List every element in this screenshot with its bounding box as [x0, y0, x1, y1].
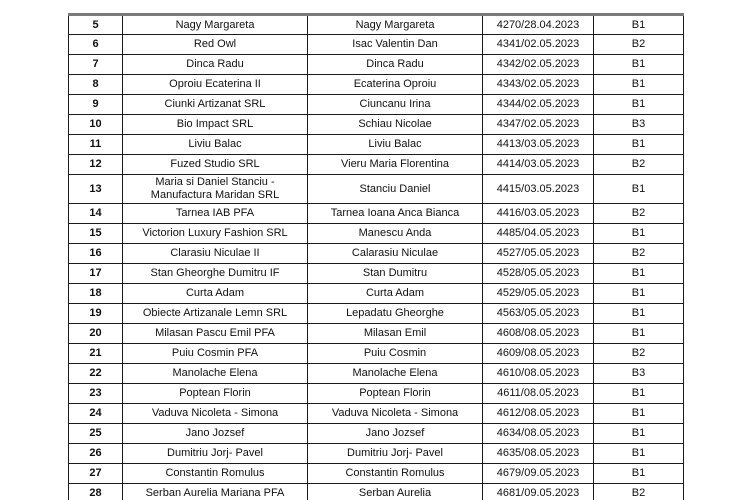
- row-number-cell: 22: [69, 364, 123, 384]
- row-number-cell: 13: [69, 175, 123, 204]
- representative-name-cell: Serban Aurelia: [308, 484, 483, 500]
- table-row: [69, 264, 684, 284]
- applicant-name-cell: Obiecte Artizanale Lemn SRL: [123, 304, 308, 324]
- registration-number-date-cell: 4610/08.05.2023: [483, 364, 594, 384]
- registration-number-date-cell: 4341/02.05.2023: [483, 35, 594, 55]
- registry-table: [68, 13, 684, 500]
- category-code-cell: B2: [594, 484, 684, 500]
- row-number-cell: 12: [69, 155, 123, 175]
- representative-name-cell: Vieru Maria Florentina: [308, 155, 483, 175]
- applicant-name-cell: Bio Impact SRL: [123, 115, 308, 135]
- table-row: [69, 364, 684, 384]
- category-code-cell: B3: [594, 115, 684, 135]
- applicant-name-cell: Tarnea IAB PFA: [123, 204, 308, 224]
- category-code-cell: B2: [594, 35, 684, 55]
- category-code-cell: B1: [594, 15, 684, 35]
- representative-name-cell: Dumitriu Jorj- Pavel: [308, 444, 483, 464]
- table-row: [69, 75, 684, 95]
- row-number-cell: 23: [69, 384, 123, 404]
- applicant-name-cell: Puiu Cosmin PFA: [123, 344, 308, 364]
- representative-name-cell: Manescu Anda: [308, 224, 483, 244]
- representative-name-cell: Calarasiu Niculae: [308, 244, 483, 264]
- applicant-name-cell: Ciunki Artizanat SRL: [123, 95, 308, 115]
- registration-number-date-cell: 4415/03.05.2023: [483, 175, 594, 204]
- registration-number-date-cell: 4611/08.05.2023: [483, 384, 594, 404]
- row-number-cell: 16: [69, 244, 123, 264]
- applicant-name-cell: Fuzed Studio SRL: [123, 155, 308, 175]
- row-number-cell: 11: [69, 135, 123, 155]
- registration-number-date-cell: 4416/03.05.2023: [483, 204, 594, 224]
- registration-number-date-cell: 4529/05.05.2023: [483, 284, 594, 304]
- representative-name-cell: Ecaterina Oproiu: [308, 75, 483, 95]
- applicant-name-cell: Red Owl: [123, 35, 308, 55]
- category-code-cell: B1: [594, 384, 684, 404]
- representative-name-cell: Dinca Radu: [308, 55, 483, 75]
- table-body: [69, 15, 684, 500]
- category-code-cell: B1: [594, 404, 684, 424]
- table-row: [69, 484, 684, 500]
- registration-number-date-cell: 4343/02.05.2023: [483, 75, 594, 95]
- representative-name-cell: Lepadatu Gheorghe: [308, 304, 483, 324]
- category-code-cell: B1: [594, 464, 684, 484]
- registration-number-date-cell: 4413/03.05.2023: [483, 135, 594, 155]
- row-number-cell: 17: [69, 264, 123, 284]
- row-number-cell: 10: [69, 115, 123, 135]
- category-code-cell: B3: [594, 364, 684, 384]
- applicant-name-cell: Clarasiu Niculae II: [123, 244, 308, 264]
- registration-number-date-cell: 4527/05.05.2023: [483, 244, 594, 264]
- table-row: [69, 424, 684, 444]
- row-number-cell: 26: [69, 444, 123, 464]
- table-row: [69, 384, 684, 404]
- row-number-cell: 20: [69, 324, 123, 344]
- representative-name-cell: Schiau Nicolae: [308, 115, 483, 135]
- registration-number-date-cell: 4342/02.05.2023: [483, 55, 594, 75]
- category-code-cell: B1: [594, 95, 684, 115]
- registration-number-date-cell: 4563/05.05.2023: [483, 304, 594, 324]
- row-number-cell: 5: [69, 15, 123, 35]
- applicant-name-cell: Constantin Romulus: [123, 464, 308, 484]
- applicant-name-cell: Poptean Florin: [123, 384, 308, 404]
- representative-name-cell: Milasan Emil: [308, 324, 483, 344]
- table-row: [69, 95, 684, 115]
- applicant-name-cell: Jano Jozsef: [123, 424, 308, 444]
- representative-name-cell: Nagy Margareta: [308, 15, 483, 35]
- category-code-cell: B2: [594, 204, 684, 224]
- row-number-cell: 21: [69, 344, 123, 364]
- category-code-cell: B1: [594, 75, 684, 95]
- category-code-cell: B1: [594, 304, 684, 324]
- row-number-cell: 19: [69, 304, 123, 324]
- applicant-name-cell: Milasan Pascu Emil PFA: [123, 324, 308, 344]
- category-code-cell: B1: [594, 444, 684, 464]
- registration-number-date-cell: 4344/02.05.2023: [483, 95, 594, 115]
- registration-number-date-cell: 4612/08.05.2023: [483, 404, 594, 424]
- row-number-cell: 18: [69, 284, 123, 304]
- category-code-cell: B1: [594, 264, 684, 284]
- applicant-name-cell: Liviu Balac: [123, 135, 308, 155]
- applicant-name-cell: Victorion Luxury Fashion SRL: [123, 224, 308, 244]
- table-row: [69, 464, 684, 484]
- row-number-cell: 28: [69, 484, 123, 500]
- registration-number-date-cell: 4635/08.05.2023: [483, 444, 594, 464]
- category-code-cell: B1: [594, 224, 684, 244]
- representative-name-cell: Tarnea Ioana Anca Bianca: [308, 204, 483, 224]
- category-code-cell: B1: [594, 55, 684, 75]
- registration-number-date-cell: 4679/09.05.2023: [483, 464, 594, 484]
- table-row: [69, 115, 684, 135]
- row-number-cell: 25: [69, 424, 123, 444]
- representative-name-cell: Manolache Elena: [308, 364, 483, 384]
- table-row: [69, 175, 684, 204]
- table-row: [69, 284, 684, 304]
- row-number-cell: 24: [69, 404, 123, 424]
- representative-name-cell: Poptean Florin: [308, 384, 483, 404]
- registration-number-date-cell: 4270/28.04.2023: [483, 15, 594, 35]
- representative-name-cell: Vaduva Nicoleta - Simona: [308, 404, 483, 424]
- registration-number-date-cell: 4608/08.05.2023: [483, 324, 594, 344]
- table-row: [69, 155, 684, 175]
- row-number-cell: 15: [69, 224, 123, 244]
- table-row: [69, 135, 684, 155]
- table-row: [69, 324, 684, 344]
- table-row: [69, 344, 684, 364]
- applicant-name-cell: Curta Adam: [123, 284, 308, 304]
- applicant-name-cell: Stan Gheorghe Dumitru IF: [123, 264, 308, 284]
- row-number-cell: 14: [69, 204, 123, 224]
- representative-name-cell: Curta Adam: [308, 284, 483, 304]
- table-row: [69, 304, 684, 324]
- representative-name-cell: Constantin Romulus: [308, 464, 483, 484]
- category-code-cell: B1: [594, 324, 684, 344]
- table-row: [69, 444, 684, 464]
- applicant-name-cell: Dinca Radu: [123, 55, 308, 75]
- registration-number-date-cell: 4609/08.05.2023: [483, 344, 594, 364]
- applicant-name-cell: Vaduva Nicoleta - Simona: [123, 404, 308, 424]
- registration-number-date-cell: 4414/03.05.2023: [483, 155, 594, 175]
- registration-number-date-cell: 4347/02.05.2023: [483, 115, 594, 135]
- representative-name-cell: Puiu Cosmin: [308, 344, 483, 364]
- table-row: [69, 224, 684, 244]
- representative-name-cell: Isac Valentin Dan: [308, 35, 483, 55]
- category-code-cell: B1: [594, 284, 684, 304]
- applicant-name-cell: Nagy Margareta: [123, 15, 308, 35]
- registration-number-date-cell: 4528/05.05.2023: [483, 264, 594, 284]
- registration-number-date-cell: 4485/04.05.2023: [483, 224, 594, 244]
- applicant-name-cell: Oproiu Ecaterina II: [123, 75, 308, 95]
- category-code-cell: B2: [594, 344, 684, 364]
- category-code-cell: B1: [594, 175, 684, 204]
- table-row: [69, 244, 684, 264]
- table-row: [69, 404, 684, 424]
- representative-name-cell: Jano Jozsef: [308, 424, 483, 444]
- category-code-cell: B1: [594, 424, 684, 444]
- representative-name-cell: Ciuncanu Irina: [308, 95, 483, 115]
- table-row: [69, 35, 684, 55]
- row-number-cell: 8: [69, 75, 123, 95]
- applicant-name-cell: Serban Aurelia Mariana PFA: [123, 484, 308, 500]
- registration-number-date-cell: 4634/08.05.2023: [483, 424, 594, 444]
- category-code-cell: B2: [594, 244, 684, 264]
- row-number-cell: 27: [69, 464, 123, 484]
- row-number-cell: 7: [69, 55, 123, 75]
- row-number-cell: 9: [69, 95, 123, 115]
- applicant-name-cell: Dumitriu Jorj- Pavel: [123, 444, 308, 464]
- category-code-cell: B2: [594, 155, 684, 175]
- applicant-name-cell: Maria si Daniel Stanciu - Manufactura Maridan SRL: [123, 175, 308, 204]
- table-row: [69, 55, 684, 75]
- table-row: [69, 15, 684, 35]
- row-number-cell: 6: [69, 35, 123, 55]
- applicant-name-cell: Manolache Elena: [123, 364, 308, 384]
- representative-name-cell: Stan Dumitru: [308, 264, 483, 284]
- category-code-cell: B1: [594, 135, 684, 155]
- table-row: [69, 204, 684, 224]
- registration-number-date-cell: 4681/09.05.2023: [483, 484, 594, 500]
- representative-name-cell: Liviu Balac: [308, 135, 483, 155]
- representative-name-cell: Stanciu Daniel: [308, 175, 483, 204]
